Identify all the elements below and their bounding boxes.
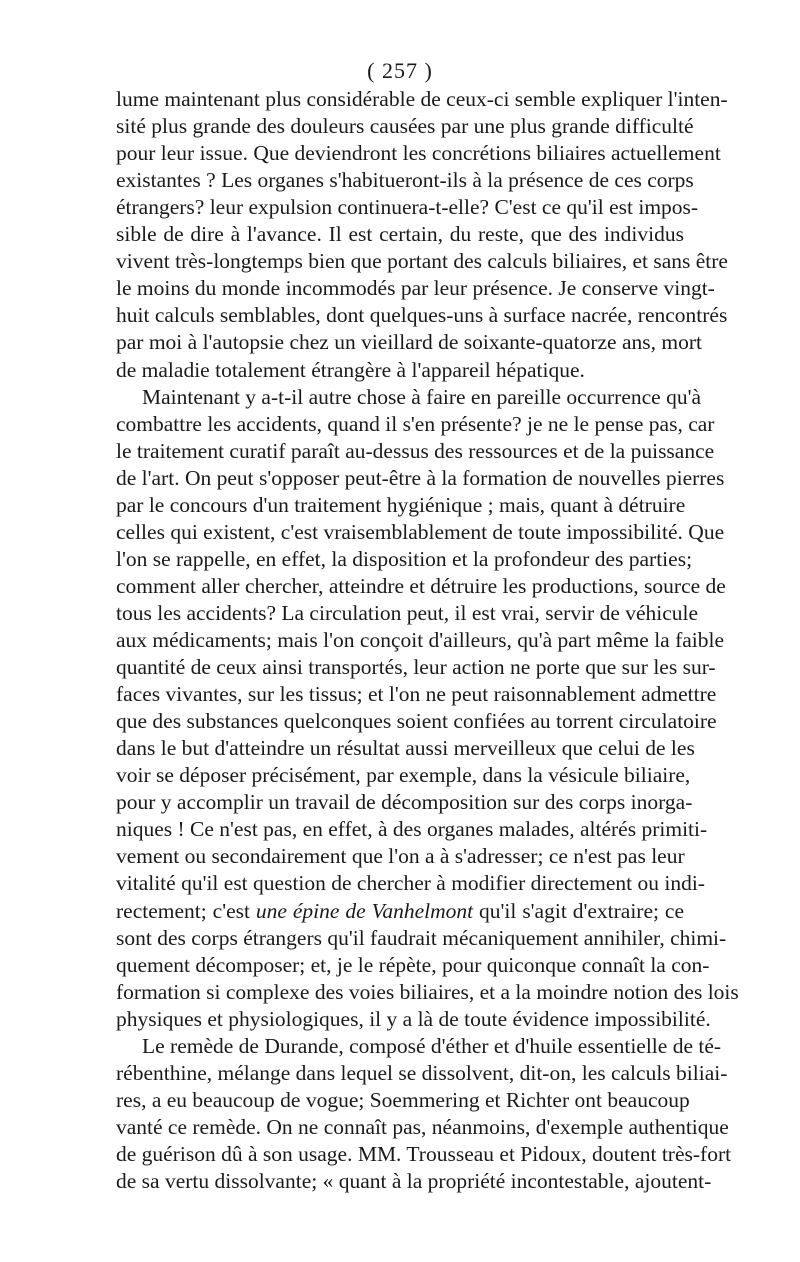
text-line: quantité de ceux ainsi transportés, leur action ne porte que sur les sur- [116,655,716,680]
text-line: existantes ? Les organes s'habitueront-ils à la présence de ces corps [116,168,694,193]
text-line [116,898,684,925]
text-line: dans le but d'atteindre un résultat aussi merveilleux que celui de les [116,736,695,761]
text-line: de sa vertu dissolvante; « quant à la propriété incontestable, ajoutent- [116,1169,712,1193]
text-line: physiques et physiologiques, il y a là de toute évidence impossibilité. [116,1006,711,1031]
text-line: de guérison dû à son usage. MM. Trousseau et Pidoux, doutent très-fort [116,1141,732,1166]
text-line: vivent très-longtemps bien que portant des calculs biliaires, et sans être [116,249,728,274]
text-line: étrangers? leur expulsion continuera-t-elle? C'est ce qu'il est impos- [116,195,699,220]
text-line: l'on se rappelle, en effet, la disposition et la profondeur des parties; [116,546,693,571]
text-line: le traitement curatif paraît au-dessus des ressources et de la puissance [116,438,715,463]
text-line: lume maintenant plus considérable de ceux-ci semble expliquer l'inten- [116,87,728,111]
text-line: tous les accidents? La circulation peut, il est vrai, servir de véhicule [116,600,699,625]
text-line: vitalité qu'il est question de chercher à modifier directement ou indi- [116,871,705,896]
text-line: aux médicaments; mais l'on conçoit d'ailleurs, qu'à part même la faible [116,628,725,652]
text-line: que des substances quelconques soient confiées au torrent circulatoire [116,709,717,734]
text-line: vanté ce remède. On ne connaît pas, néanmoins, d'exemple authentique [116,1114,729,1139]
text-segment: qu'il s'agit d'extraire; ce [473,898,684,923]
text-line: faces vivantes, sur les tissus; et l'on ne peut raisonnablement admettre [116,682,717,707]
text-line: pour y accomplir un travail de décomposition sur des corps inorga- [116,790,693,815]
text-line: celles qui existent, c'est vraisemblablement de toute impossibilité. Que [116,519,725,544]
text-line: vement ou secondairement que l'on a à s'adresser; ce n'est pas leur [116,844,685,869]
text-line: formation si complexe des voies biliaires, et a la moindre notion des lois [116,979,739,1004]
text-line: res, a eu beaucoup de vogue; Soemmering et Richter ont beaucoup [116,1087,690,1112]
text-line: par moi à l'autopsie chez un vieillard de soixante-quatorze ans, mort [116,330,702,355]
text-line: pour leur issue. Que deviendront les concrétions biliaires actuellement [116,141,721,166]
page-number: ( 257 ) [367,58,433,83]
text-line: comment aller chercher, atteindre et détruire les productions, source de [116,573,726,598]
italic-phrase: une épine de Vanhelmont [255,898,474,923]
text-line: de maladie totalement étrangère à l'appareil hépatique. [116,357,585,382]
text-line: de l'art. On peut s'opposer peut-être à la formation de nouvelles pierres [116,465,725,490]
text-line: Maintenant y a-t-il autre chose à faire en pareille occurrence qu'à [142,384,701,409]
text-line: huit calculs semblables, dont quelques-uns à surface nacrée, rencontrés [116,303,728,328]
text-line: voir se déposer précisément, par exemple, dans la vésicule biliaire, [116,763,691,788]
text-segment: rectement; c'est [116,898,256,923]
text-line: quement décomposer; et, je le répète, pour quiconque connaît la con- [116,952,710,977]
text-line: combattre les accidents, quand il s'en présente? je ne le pense pas, car [116,411,715,436]
text-line: sité plus grande des douleurs causées par une plus grande difficulté [116,114,694,139]
text-line: sont des corps étrangers qu'il faudrait mécaniquement annihiler, chimi- [116,925,727,950]
text-line: par le concours d'un traitement hygiénique ; mais, quant à détruire [116,492,686,517]
text-line: rébenthine, mélange dans lequel se dissolvent, dit-on, les calculs biliai- [116,1060,728,1085]
text-line: sible de dire à l'avance. Il est certain, du reste, que des individus [116,222,684,247]
text-line: Le remède de Durande, composé d'éther et d'huile essentielle de té- [142,1033,722,1058]
text-line: niques ! Ce n'est pas, en effet, à des organes malades, altérés primiti- [116,817,708,842]
text-line: le moins du monde incommodés par leur présence. Je conserve vingt- [116,276,715,301]
